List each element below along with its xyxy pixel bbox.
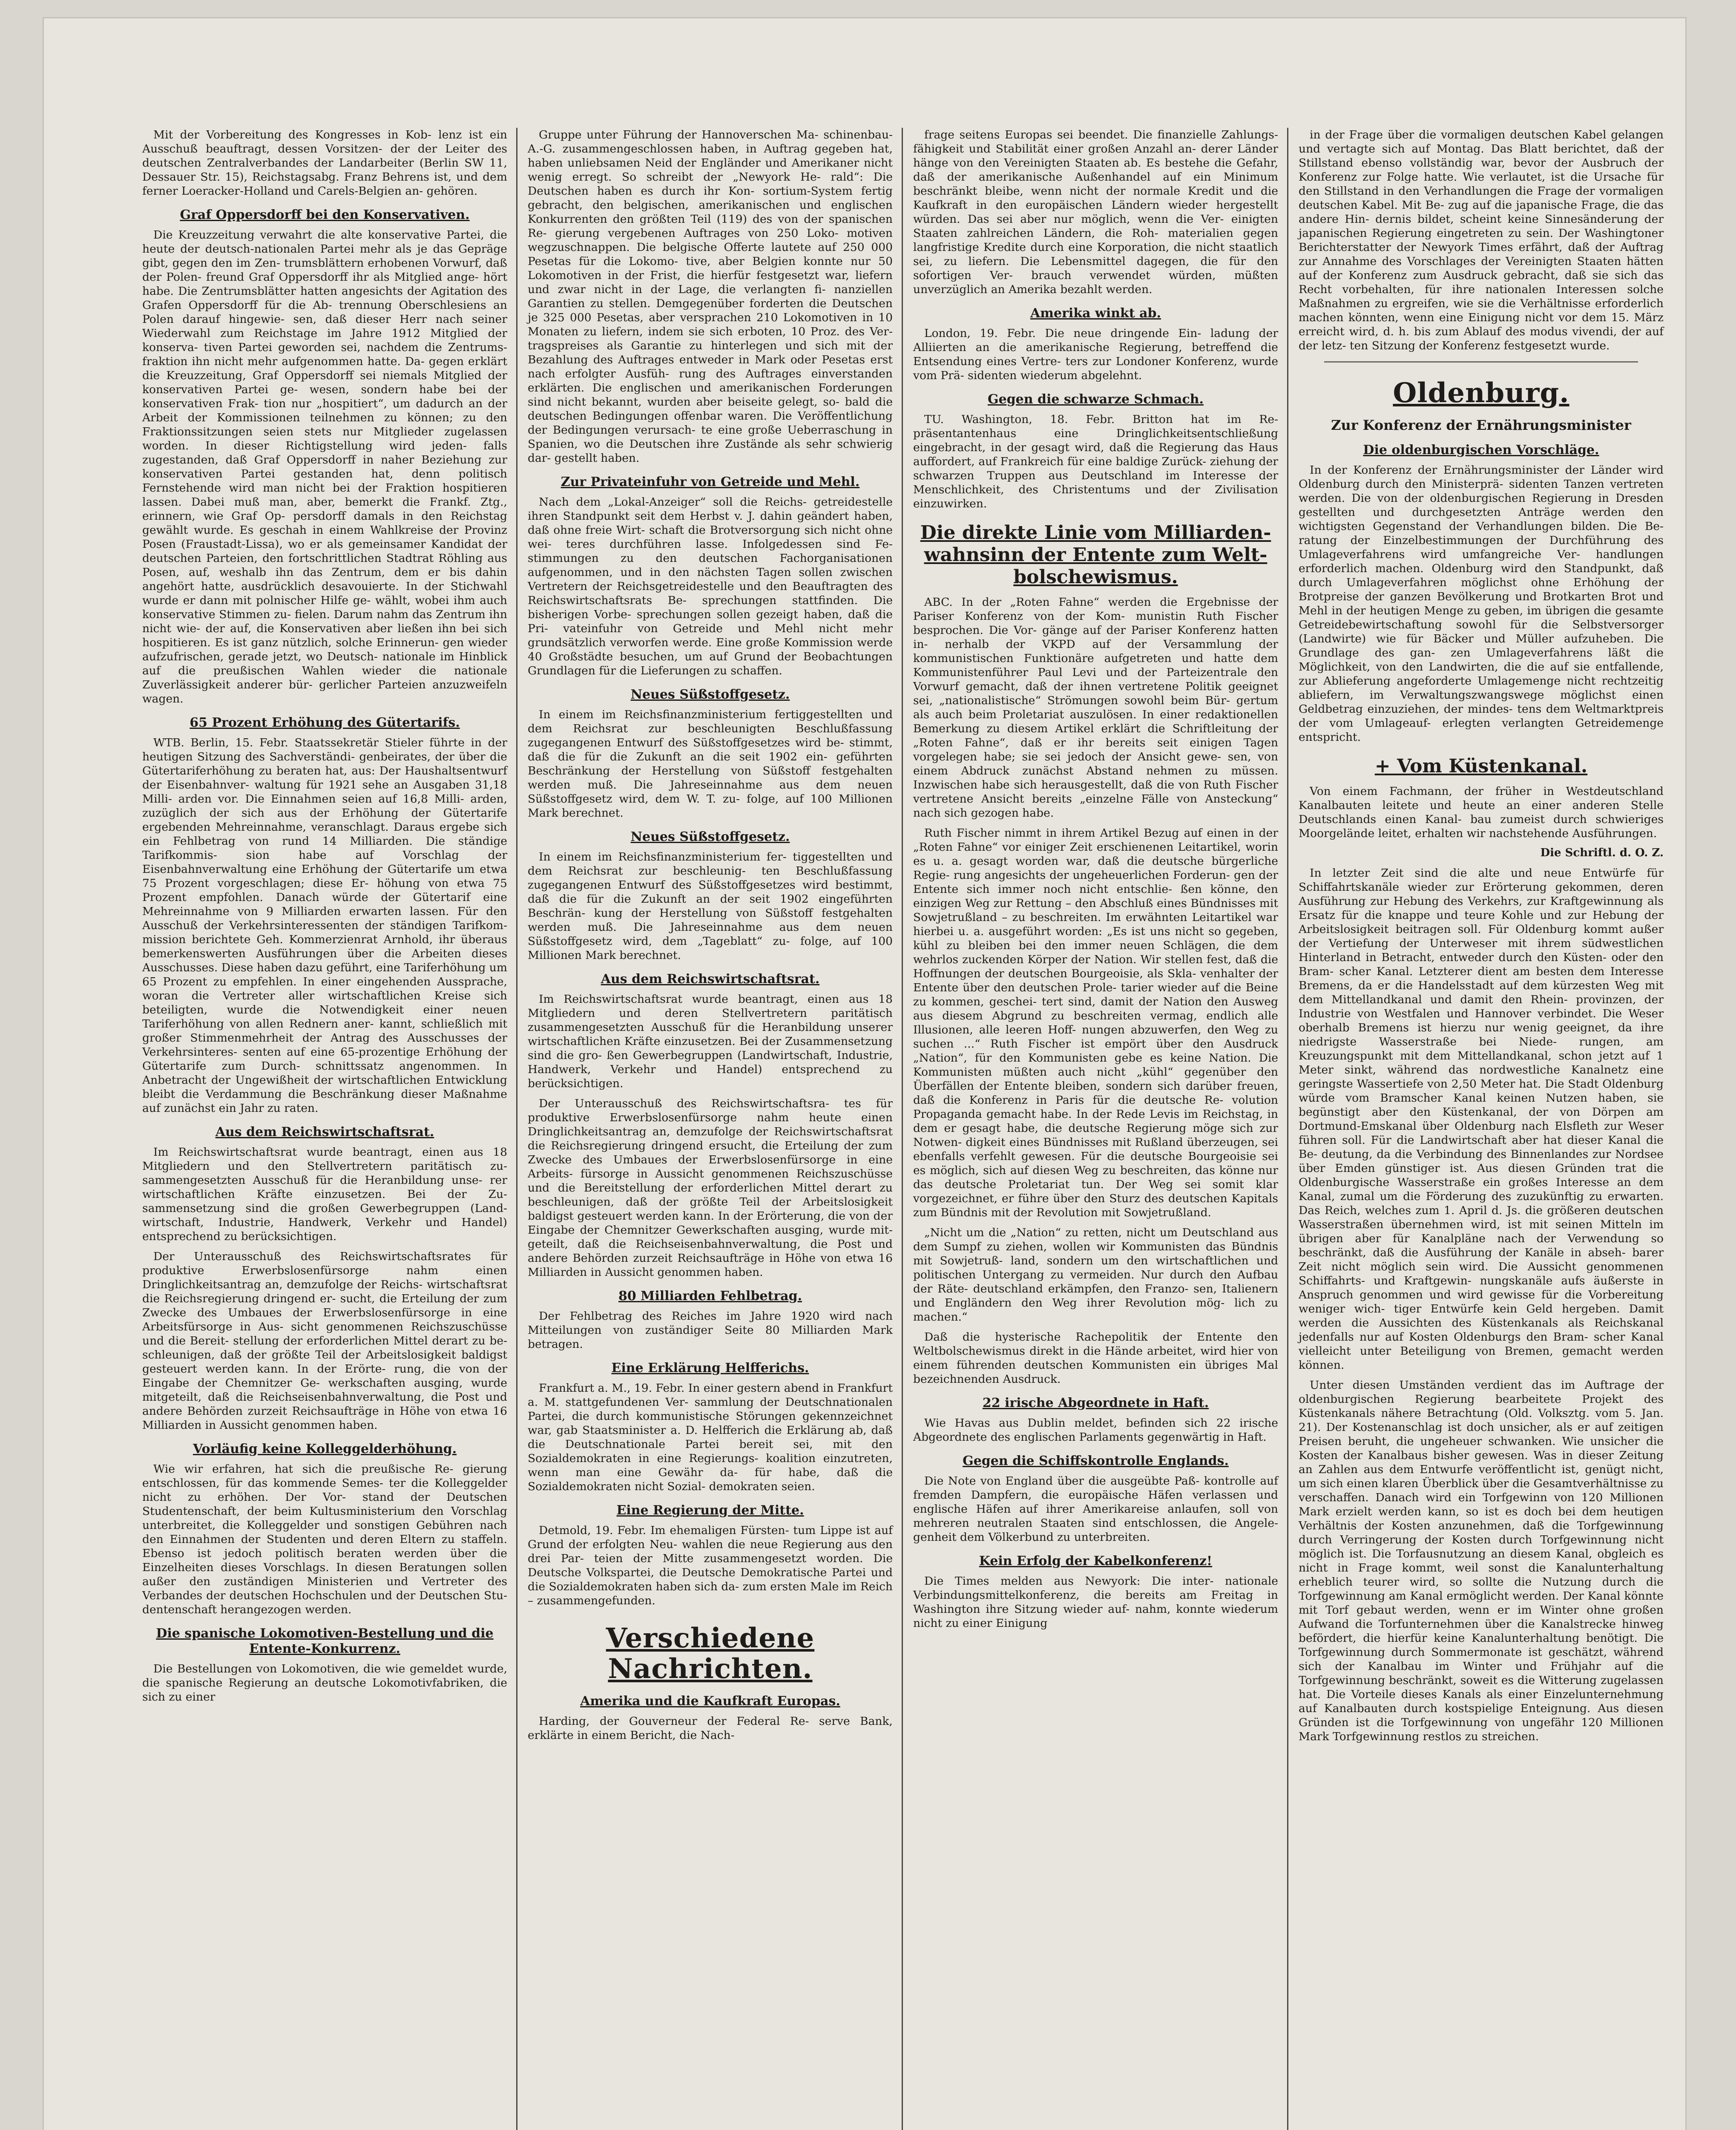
article-headline: Eine Erklärung Helfferichs. bbox=[611, 1361, 809, 1376]
paragraph: Die Note von England über die ausgeübte Paß- kontrolle auf fremden Dampfern, die europäische Häfen verlassen und englische Häfen auf ihrer Amerikareise anlaufen, soll von mehreren neutralen Staaten sind entschlossen, die Angele- genheit dem Völkerbund zu unterbreiten. bbox=[913, 1474, 1278, 1544]
paragraph: Von einem Fachmann, der früher in Westdeutschland Kanalbauten leitete und heute an einer anderen Stelle Deutschlands einen Kanal- bau zumeist durch schwieriges Moorgelände leitet, erhalten wir nachstehende Ausführungen. bbox=[1299, 785, 1664, 840]
paragraph: ABC. In der „Roten Fahne“ werden die Ergebnisse der Pariser Konferenz von der Kom- munistin Ruth Fischer besprochen. Die Vor- gänge auf der Pariser Konferenz hatten in- nerhalb der VKPD auf der Versammlung der kommunistischen Funktionäre aufgetreten und hatte dem Kommunistenführer Paul Levi und der Parteizentrale den Vorwurf gemacht, daß der ihnen vertretene Politik geeignet sei, „nationalistische“ Strömungen sowohl beim Bür- gertum als auch beim Proletariat auszulösen. In einer redaktionellen Bemerkung zu diesem Artikel erklärt die Schriftleitung der „Roten Fahne“, daß er ihr bereits seit einigen Tagen vorgelegen habe; sie sei jedoch der Ansicht gewe- sen, von einem Abdruck zunächst Abstand nehmen zu müssen. Inzwischen habe sich herausgestellt, daß die von Ruth Fischer vertretene Ansicht bereits „einzelne Fälle von Ansteckung“ nach sich gezogen habe. bbox=[913, 596, 1278, 820]
columns-container bbox=[132, 128, 1674, 2130]
paragraph: In der Konferenz der Ernährungsminister der Länder wird Oldenburg durch den Ministerprä- sidenten Tanzen vertreten werden. Die von der oldenburgischen Regierung in Dresden gestellten und durchgesetzten Anträge werden den wichtigsten Gegenstand der Verhandlungen bilden. Die Be- ratung der Einzelbestimmungen der Durchführung des Umlageverfahrens wird umfangreiche Ver- handlungen erforderlich machen. Oldenburg wird den Standpunkt, daß durch Umlageverfahren möglichst ohne Erhöhung der Brotpreise der ganzen Bevölkerung und Brotkarten Brot und Mehl in der heutigen Menge zu geben, im übrigen die gesamte Getreidebewirtschaftung sowohl für die Selbstversorger (Landwirte) wie für Bäcker und Müller aufzuheben. Die Grundlage des gan- zen Umlageverfahrens läßt die Möglichkeit, von den Landwirten, die die auf sie entfallende, zur Ablieferung angeforderte Umlagemenge nicht rechtzeitig abliefern, im Verwaltungszwangswege möglichst einen Geldbetrag einzuziehen, der mindes- tens dem Weltmarktpreis der vom Umlageauf- erlegten verlangten Getreidemenge entspricht. bbox=[1299, 463, 1664, 744]
paragraph: Im Reichswirtschaftsrat wurde beantragt, einen aus 18 Mitgliedern und den Stellvertretern paritätisch zu- sammengesetzten Ausschuß für die Heranbildung unse- rer wirtschaftlichen Kräfte einzusetzen. Bei der Zu- sammensetzung sind die großen Gewerbegruppen (Land- wirtschaft, Industrie, Handwerk, Verkehr und Handel) entsprechend zu berücksichtigen. bbox=[142, 1146, 507, 1243]
article-headline: Graf Oppersdorff bei den Konservativen. bbox=[180, 207, 470, 222]
paragraph: „Nicht um die „Nation“ zu retten, nicht um Deutschland aus dem Sumpf zu ziehen, wollen wir Kommunisten das Bündnis mit Sowjetruß- land, sondern um den wirtschaftlichen und politischen Untergang zu vermeiden. Nur durch den Aufbau der Räte- deutschland erkämpfen, den Franzo- sen, Italienern und Engländern den Weg ihrer Revolution mög- lich zu machen.“ bbox=[913, 1226, 1278, 1324]
article-headline: 80 Milliarden Fehlbetrag. bbox=[618, 1289, 802, 1304]
paragraph: Die Bestellungen von Lokomotiven, die wie gemeldet wurde, die spanische Regierung an deutsche Lokomotivfabriken, die sich zu einer bbox=[142, 1662, 507, 1704]
paragraph: Gruppe unter Führung der Hannoverschen Ma- schinenbau-A.-G. zusammengeschlossen haben, in Auftrag gegeben hat, haben unliebsamen Neid der Engländer und Amerikaner nicht wenig erregt. So schreibt der „Newyork He- rald“: Die Deutschen haben es durch ihr Kon- sortium-System fertig gebracht, den belgischen, amerikanischen und englischen Konkurrenten den größten Teil (119) des von der spanischen Re- gierung vergebenen Auftrages von 250 Loko- motiven wegzuschnappen. Die belgische Offerte lautete auf 250 000 Pesetas für die Lokomo- tive, aber Belgien konnte nur 50 Lokomotiven in der Frist, die hierfür festgesetzt war, liefern und zwar nicht in der Lage, die verlangten fi- nanziellen Garantien zu stellen. Demgegenüber forderten die Deutschen je 325 000 Pesetas, aber versprachen 210 Lokomotiven in 10 Monaten zu liefern, indem sie sich erboten, 10 Proz. des Ver- tragspreises als Garantie zu hinterlegen und sich mit der Bezahlung des Auftrages entweder in Mark oder Pesetas erst nach erfolgter Ausfüh- rung des Auftrages einverstanden erklärten. Die englischen und amerikanischen Forderungen sind nicht bekannt, wurden aber beiseite gelegt, so- bald die deutschen Bedingungen offenbar waren. Die Veröffentlichung der Bedingungen verursach- te eine große Ueberraschung in Spanien, wo die Deutschen ihre Zustände als sehr schwierig dar- gestellt haben. bbox=[528, 128, 893, 465]
paragraph: Im Reichswirtschaftsrat wurde beantragt, einen aus 18 Mitgliedern und deren Stellvertretern paritätisch zusammengesetzten Ausschuß für die Heranbildung unserer wirtschaftlichen Kräfte einzusetzen. Bei der Zusammensetzung sind die gro- ßen Gewerbegruppen (Landwirtschaft, Industrie, Handwerk, Verkehr und Handel) entsprechend zu berücksichtigen. bbox=[528, 993, 893, 1090]
paragraph: in der Frage über die vormaligen deutschen Kabel gelangen und vertagte sich auf Montag. Das Blatt berichtet, daß der Stillstand ebenso vollständig war, bevor der Ausbruch der Konferenz zur Folge hatte. Wie verlautet, ist die Ursache für den Stillstand in den Verhandlungen die Frage der vormaligen deutschen Kabel. Mit Be- zug auf die japanische Frage, die das andere Hin- dernis bildet, scheint keine Sinnesänderung der japanischen Regierung eingetreten zu sein. Der Washingtoner Berichterstatter der Newyork Times erfährt, daß der Auftrag zur Annahme des Vorschlages der Vereinigten Staaten hätten auf der Konferenz zum Ausdruck gebracht, daß sie sich das Recht vorbehalten, für ihre nationalen Interessen solche Maßnahmen zu ergreifen, wie sie die Verhältnisse erforderlich machen könnten, wenn eine Einigung nicht vor dem 15. März erreicht wird, d. h. bis zum Ablauf des modus vivendi, der auf der letz- ten Sitzung der Konferenz festgesetzt wurde. bbox=[1299, 128, 1664, 352]
paragraph: Mit der Vorbereitung des Kongresses in Kob- lenz ist ein Ausschuß beauftragt, dessen Vorsitzen- der der Leiter des deutschen Zentralverbandes der Landarbeiter (Berlin SW 11, Dessauer Str. 15), Reichstagsabg. Franz Behrens ist, und dem ferner Loeracker-Holland und Carels-Belgien an- gehören. bbox=[142, 128, 507, 198]
sub-heading: Zur Konferenz der Ernährungsminister bbox=[1331, 417, 1631, 433]
article-headline: Neues Süßstoffgesetz. bbox=[630, 829, 790, 844]
section-divider bbox=[1324, 361, 1638, 363]
paragraph: In einem im Reichsfinanzministerium fertiggestellten und dem Reichsrat zur beschleunigten Beschlußfassung zugegangenen Entwurf des Süßstoffgesetzes wird be- stimmt, daß die für die Zukunft an die seit 1902 ein- geführten Beschränkung der Herstellung von Süßstoff festgehalten werden muß. Die Jahreseinnahme aus dem neuen Süßstoffgesetz wird, dem W. T. zu- folge, auf 100 Millionen Mark berechnet. bbox=[528, 708, 893, 820]
paragraph: Der Unterausschuß des Reichswirtschaftsra- tes für produktive Erwerbslosenfürsorge nahm heute einen Dringlichkeitsantrag an, demzufolge der Reichswirtschaftsrat die Reichsregierung dringend ersucht, die Erteilung der zum Zwecke des Umbaues der Erwerbslosenfürsorge in eine Arbeits- fürsorge in Aussicht genommenen Reichszuschüsse und die Bereitstellung der erforderlichen Mittel derart zu beschleunigen, daß der größte Teil der Arbeitslosigkeit baldigst gesteuert werden kann. In der Erörterung, die von der Eingabe der Chemnitzer Gewerkschaften ausging, wurde mit- geteilt, daß die Reichseisenbahnverwaltung, die Post und andere Behörden zurzeit Reichsaufträge in Höhe von etwa 16 Milliarden in Aussicht genommen haben. bbox=[528, 1097, 893, 1279]
article-headline: Amerika winkt ab. bbox=[1030, 306, 1161, 321]
paragraph: frage seitens Europas sei beendet. Die finanzielle Zahlungs- fähigkeit und Stabilität einer großen Anzahl an- derer Länder hänge von den Vereinigten Staaten ab. Es bestehe die Gefahr, daß der amerikanische Außenhandel auf ein Minimum beschränkt bleibe, wenn nicht der normale Kredit und die Kaufkraft in den europäischen Ländern wieder hergestellt würden. Das sei aber nur möglich, wenn die Ver- einigten Staaten zahlreichen Ländern, die Roh- materialien gegen langfristige Kredite durch eine Korporation, die nicht staatlich sei, zu liefern. Die Lebensmittel dagegen, die für den sofortigen Ver- brauch verwendet würden, müßten unverzüglich an Amerika bezahlt werden. bbox=[913, 128, 1278, 296]
section-heading: Verschiedene Nachrichten. bbox=[606, 1622, 815, 1685]
paragraph: Frankfurt a. M., 19. Febr. In einer gestern abend in Frankfurt a. M. stattgefundenen Ver- sammlung der Deutschnationalen Partei, die durch kommunistische Störungen gekennzeichnet war, gab Staatsminister a. D. Helfferich die Erklärung ab, daß die Deutschnationale Partei bereit sei, mit den Sozialdemokraten in eine Regierungs- koalition einzutreten, wenn man eine Gewähr da- für habe, daß die Sozialdemokraten nicht Sozial- demokraten seien. bbox=[528, 1382, 893, 1493]
article-headline: Aus dem Reichswirtschaftsrat. bbox=[601, 972, 820, 987]
paragraph: In einem im Reichsfinanzministerium fer- tiggestellten und dem Reichsrat zur beschleunig- ten Beschlußfassung zugegangenen Entwurf des Süßstoffgesetzes wird bestimmt, daß die für die Zukunft an der seit 1902 eingeführten Beschrän- kung der Herstellung von Süßstoff festgehalten werden muß. Die Jahreseinnahme aus dem neuen Süßstoffgesetz wird, dem „Tageblatt“ zu- folge, auf 100 Millionen Mark berechnet. bbox=[528, 850, 893, 962]
signature: Die Schriftl. d. O. Z. bbox=[1540, 846, 1664, 859]
paragraph: Harding, der Gouverneur der Federal Re- serve Bank, erklärte in einem Bericht, die Nach- bbox=[528, 1715, 893, 1742]
column-4 bbox=[1288, 128, 1674, 2130]
paragraph: Nach dem „Lokal-Anzeiger“ soll die Reichs- getreidestelle ihren Standpunkt seit dem Herbst v. J. dahin geändert haben, daß ohne freie Wirt- schaft die Brotversorgung sich nicht ohne wei- teres durchführen lasse. Infolgedessen sind Fe- stimmungen zu den deutschen Fachorganisationen aufgenommen, und in den nächsten Tagen sollen zwischen Vertretern der Reichsgetreidestelle und den Beauftragten des Reichswirtschaftsrats Be- sprechungen stattfinden. Die bisherigen Vorbe- sprechungen sollen gezeigt haben, daß die Pri- vateinfuhr von Getreide und Mehl nicht mehr grundsätzlich verworfen werde. Eine große Kommission werde 40 Großstädte besuchen, um auf Grund der Beobachtungen Grundlagen für die Lieferungen zu schaffen. bbox=[528, 495, 893, 677]
paragraph: Daß die hysterische Rachepolitik der Entente den Weltbolschewismus direkt in die Hände arbeitet, wird hier von einem führenden deutschen Kommunisten ein übriges Mal bezeichnenden Ausdruck. bbox=[913, 1330, 1278, 1386]
paragraph: Der Fehlbetrag des Reiches im Jahre 1920 wird nach Mitteilungen von zuständiger Seite 80 Milliarden Mark betragen. bbox=[528, 1310, 893, 1351]
paragraph: Unter diesen Umständen verdient das im Auftrage der oldenburgischen Regierung bearbeitete Projekt des Küstenkanals nähere Betrachtung (Old. Volksztg. vom 5. Jan. 21). Der Kostenanschlag ist doch unsicher, als er auf zeitigen Preisen beruht, die ungeheuer schwanken. Wie unsicher die Kosten der Kanalbaus bisher gewesen. Was in dieser Zeitung an Zahlen aus dem Entwurfe veröffentlicht ist, genügt nicht, um sich einen klaren Überblick über die Gesamtverhältnisse zu verschaffen. Danach wird ein Torfgewinn von 120 Millionen Mark erzielt werden kann, so ist es doch bei dem heutigen Verhältnis der Kosten anzunehmen, daß die Torfgewinnung durch Verringerung der Kosten durch Torfgewinnung nicht möglich ist. Die Torfausnutzung an diesem Kanal, obgleich es nicht in Frage kommt, weil sonst die Kanalunterhaltung erheblich teurer wird, so sollte die Nutzung durch die Torfgewinnung am Kanal ermöglicht werden. Der Kanal könnte mit Torf gebaut werden, wenn er im Winter ohne großen Aufwand die Torfunternehmen über die Kanalstrecke hinweg befördert, die hierfür keine Kanalunterhaltung benötigt. Die Torfgewinnung durch Sommermonate ist geschätzt, während sich der Kanalbau im Winter und Frühjahr auf die Torfgewinnung beschränkt, soweit es die Witterung zugelassen hat. Die Vorteile dieses Kanals als einer Einzelunternehmung auf Kanalbauten durch kostspielige Enteignung. Aus diesen Gründen ist die Torfgewinnung von ungefähr 120 Millionen Mark Torfgewinnung restlos zu streichen. bbox=[1299, 1379, 1664, 1743]
paragraph: WTB. Berlin, 15. Febr. Staatssekretär Stieler führte in der heutigen Sitzung des Sachverständi- genbeirates, der über die Gütertariferhöhung zu beraten hat, aus: Der Haushaltsentwurf der Eisenbahnver- waltung für 1921 sehe an Ausgaben 31,18 Milli- arden vor. Die Einnahmen seien auf 16,8 Milli- arden, zuzüglich der sich aus der Erhöhung der Gütertarife ergebenden Mehreinnahme, veranschlagt. Daraus ergebe sich ein Fehlbetrag von rund 14 Milliarden. Die ständige Tarifkommis- sion habe auf Vorschlag der Eisenbahnverwaltung eine Erhöhung der Gütertarife um etwa 75 Prozent vorgeschlagen; diese Er- höhung von etwa 75 Prozent empfohlen. Danach würde der Gütertarif eine Mehreinnahme von 9 Milliarden erwarten lassen. Für den Ausschuß der Verkehrsinteressenten der ständigen Tarifkom- mission berichtete Geh. Kommerzienrat Arnhold, ihr überaus bemerkenswerten Ausführungen über die Arbeiten dieses Ausschusses. Diese haben dazu geführt, eine Tariferhöhung um 65 Prozent zu empfehlen. In einer eingehenden Aussprache, woran die Vertreter aller wirtschaftlichen Kreise sich beteiligten, wurde die Notwendigkeit einer neuen Tariferhöhung von allen Rednern aner- kannt, schließlich mit großer Stimmenmehrheit der Antrag des Ausschusses der Verkehrsinteres- senten auf eine 65-prozentige Erhöhung der Gütertarife zum Durch- schnittssatz angenommen. In Anbetracht der Ungewißheit der wirtschaftlichen Entwicklung bleibt die Verdammung die Beschränkung dieser Maßnahme auf zunächst ein Jahr zu raten. bbox=[142, 736, 507, 1115]
article-headline: 22 irische Abgeordnete in Haft. bbox=[982, 1396, 1209, 1410]
article-headline: Die spanische Lokomotiven-Bestellung und die Entente-Konkurrenz. bbox=[156, 1626, 494, 1656]
paragraph: Wie Havas aus Dublin meldet, befinden sich 22 irische Abgeordnete des englischen Parlaments gegenwärtig in Haft. bbox=[913, 1416, 1278, 1444]
column-1 bbox=[132, 128, 517, 2130]
article-headline: Zur Privateinfuhr von Getreide und Mehl. bbox=[560, 475, 860, 489]
article-headline: 65 Prozent Erhöhung des Gütertarifs. bbox=[190, 715, 460, 730]
column-3 bbox=[903, 128, 1288, 2130]
article-headline: Amerika und die Kaufkraft Europas. bbox=[580, 1694, 840, 1709]
article-headline: Neues Süßstoffgesetz. bbox=[630, 687, 790, 702]
paragraph: Die Times melden aus Newyork: Die inter- nationale Verbindungsmittelkonferenz, die bereits am Freitag in Washington ihre Sitzung wieder auf- nahm, konnte wiederum nicht zu einer Einigung bbox=[913, 1574, 1278, 1630]
article-headline: Die oldenburgischen Vorschläge. bbox=[1363, 443, 1599, 458]
paragraph: Der Unterausschuß des Reichswirtschaftsrates für produktive Erwerbslosenfürsorge nahm einen Dringlichkeitsantrag an, demzufolge der Reichs- wirtschaftsrat die Reichsregierung dringend er- sucht, die Erteilung der zum Zwecke des Umbaues der Erwerbslosenfürsorge in eine Arbeitsfürsorge in Aus- sicht genommenen Reichszuschüsse und die Bereit- stellung der erforderlichen Mittel derart zu be- schleunigen, daß der größte Teil der Arbeitslosigkeit baldigst gesteuert werden kann. In der Erörte- rung, die von der Eingabe der Chemnitzer Ge- werkschaften ausging, wurde mitgeteilt, daß die Reichseisenbahnverwaltung, die Post und andere Behörden zurzeit Reichsaufträge in Höhe von etwa 16 Milliarden in Aussicht genommen haben. bbox=[142, 1250, 507, 1432]
major-headline: Die direkte Linie vom Milliarden- wahnsinn der Entente zum Welt- bolschewismus. bbox=[920, 522, 1271, 588]
column-2 bbox=[517, 128, 903, 2130]
article-headline: Eine Regierung der Mitte. bbox=[616, 1503, 804, 1518]
paragraph: Detmold, 19. Febr. Im ehemaligen Fürsten- tum Lippe ist auf Grund der erfolgten Neu- wahlen die neue Regierung aus den drei Par- teien der Mitte zusammengesetzt worden. Die Deutsche Volkspartei, die Deutsche Demokratische Partei und die Sozialdemokraten haben sich da- zum ersten Male im Reich – zusammengefunden. bbox=[528, 1524, 893, 1607]
paragraph: In letzter Zeit sind die alte und neue Entwürfe für Schiffahrtskanäle wieder zur Erörterung gekommen, deren Ausführung zur Hebung des Verkehrs, zur Kraftgewinnung als Ersatz für die knappe und teure Kohle und zur Hebung der Arbeitslosigkeit beitragen soll. Für Oldenburg kommt außer der Vertiefung der Unterweser mit ihrem südwestlichen Hinterland in Betracht, entweder durch den Küsten- oder den Bram- scher Kanal. Letzterer dient am besten dem Interesse Bremens, da er die Handelsstadt auf dem kürzesten Weg mit dem Mittellandkanal und damit den Rhein- provinzen, der Industrie von Westfalen und Hannover verbindet. Die Weser oberhalb Bremens ist hierzu nur wenig geeignet, da ihre niedrigste Wasserstraße bei Niede- rungen, am Kreuzungspunkt mit dem Mittellandkanal, schon jetzt auf 1 Meter sinkt, während das nordwestliche Kanalnetz eine geringste Wassertiefe von 2,50 Meter hat. Die Stadt Oldenburg würde vom Bramscher Kanal keinen Nutzen haben, sie begünstigt aber den Küstenkanal, der von Dörpen am Dortmund-Emskanal über Oldenburg nach Elsfleth zur Weser führen soll. Für die Landwirtschaft aber hat dieser Kanal die Be- deutung, da die Verbindung des Binnenlandes zur Nordsee über Emden günstiger ist. Aus diesen Gründen trat die Oldenburgische Wasserstraße ein großes Interesse an dem Kanal, zumal um die Förderung des zuzukünftig zu erwarten. Das Reich, welches zum 1. April d. Js. die größeren deutschen Wasserstraßen übernehmen wird, ist mit seinen Mitteln im übrigen aber für Kanalpläne nach der Verwendung so beschränkt, daß die Ausführung der Kanäle in abseh- barer Zeit nicht möglich sein wird. Die Aussicht genommenen Schiffahrts- und Kraftgewin- nungskanäle aufs äußerste in Anspruch genommen und wird gewisse für die Vorbereitung weniger wich- tiger Entwürfe kein Geld hergeben. Damit werden die Aussichten des Küstenkanals als Reichskanal jedenfalls nur auf Kosten Oldenburgs den Bram- scher Kanal vielleicht unter Beteiligung von Bremen, gemacht werden können. bbox=[1299, 866, 1664, 1372]
article-headline: Gegen die schwarze Schmach. bbox=[988, 392, 1204, 407]
article-headline: Gegen die Schiffskontrolle Englands. bbox=[963, 1454, 1229, 1468]
article-headline: Aus dem Reichswirtschaftsrat. bbox=[215, 1125, 434, 1140]
article-headline: Kein Erfolg der Kabelkonferenz! bbox=[979, 1554, 1213, 1569]
paragraph: London, 19. Febr. Die neue dringende Ein- ladung der Alliierten an die amerikanische Regierung, betreffend die Entsendung eines Vertre- ters zur Londoner Konferenz, wurde vom Prä- sidenten wiederum abgelehnt. bbox=[913, 327, 1278, 382]
paragraph: Die Kreuzzeitung verwahrt die alte konservative Partei, die heute der deutsch-nationalen Partei mehr als je das Gepräge gibt, gegen den im Zen- trumsblättern erhobenen Vorwurf, daß der Polen- freund Graf Oppersdorff ihr als Mitglied ange- hört habe. Die Zentrumsblätter hatten angesichts der Agitation des Grafen Oppersdorff für die Ab- trennung Oberschlesiens an Polen darauf hingewie- sen, daß dieser Herr nach seiner Wiederwahl zum Reichstage im Jahre 1912 Mitglied der konserva- tiven Partei geworden sei, nachdem die Zentrums- fraktion ihn nicht mehr aufgenommen hatte. Da- gegen erklärt die Kreuzzeitung, Graf Oppersdorff sei niemals Mitglied der konservativen Partei ge- wesen, sondern habe bei der konservativen Frak- tion nur „hospitiert“, um dadurch an der Arbeit der Kommissionen teilnehmen zu können; zu den Fraktionssitzungen seien stets nur Mitglieder zugelassen worden. In dieser Richtigstellung wird jeden- falls zugestanden, daß Graf Oppersdorff in naher Beziehung zur konservativen Partei gestanden hat, denn politisch Fernstehende wird man nicht bei der Fraktion hospitieren lassen. Dabei muß man, aber, bemerkt die Frankf. Ztg., erinnern, wie Graf Op- persdorff damals in den Reichstag gewählt wurde. Es geschah in einem Wahlkreise der Provinz Posen (Fraustadt-Lissa), wo er als gemeinsamer Kandidat der deutschen Parteien, den fortschrittlichen Stadtrat Röhling aus Posen, auf, weshalb ihn das Zentrum, dem er bis dahin angehört hatte, ausdrücklich desavouierte. In der Stichwahl wurde er dann mit polnischer Hilfe ge- wählt, wobei ihm auch konservative Stimmen zu- fielen. Darum nahm das Zentrum ihn nicht wie- der auf, die Konservativen aber ließen ihn bei sich hospitieren. Es ist ganz nützlich, solche Erinnerun- gen wieder aufzufrischen, gerade jetzt, wo Deutsch- nationale im Hinblick auf die preußischen Wahlen wieder die nationale Zuverlässigkeit anderer bür- gerlicher Parteien anzuzweifeln wagen. bbox=[142, 228, 507, 705]
paragraph: Ruth Fischer nimmt in ihrem Artikel Bezug auf einen in der „Roten Fahne“ vor einiger Zeit erschienenen Leitartikel, worin es u. a. gesagt worden war, daß die deutsche bürgerliche Regie- rung angesichts der ungeheuerlichen Forderun- gen der Entente sich immer noch nicht entschlie- ßen könne, den einzigen Weg zur Rettung – den Abschluß eines Bündnisses mit Sowjetrußland – zu beschreiten. Im erwähnten Leitartikel war hierbei u. a. ausgeführt worden: „Es ist uns nicht so gegeben, kühl zu bleiben bei den immer neuen Schlägen, die dem wehrlos zuckenden Körper der Nation. Wir stellen fest, daß die Hoffnungen der deutschen Bourgeoisie, als Skla- venhalter der Entente über den deutschen Prole- tarier wieder auf die Beine zu kommen, geschei- tert sind, damit der Nation den Ausweg aus diesem Abgrund zu beschreiten vermag, endlich alle Illusionen, alle leeren Hoff- nungen abzuwerfen, den Weg zu suchen ...“ Ruth Fischer ist empört über den Ausdruck „Nation“, für den Kommunisten gebe es keine Nation. Die Kommunisten müßten auch nicht „kühl“ gegenüber den Überfällen der Entente bleiben, sondern sich darüber freuen, daß die Konferenz in Paris für die deutsche Re- volution Propaganda gemacht habe. In der Rede Levis im Reichstag, in dem er gesagt habe, die deutsche Regierung möge sich zur Notwen- digkeit eines Bündnisses mit Rußland überzeugen, sei ebenfalls verfehlt gewesen. Für die deutsche Bourgeoisie sei es möglich, sich auf diesen Weg zu beschreiten, das könne nur das deutsche Proletariat tun. Der Weg sei somit klar vorgezeichnet, er führe über den Sturz des deutschen Kapitals zum Bündnis mit der Revolution mit Sowjetrußland. bbox=[913, 826, 1278, 1219]
paragraph: TU. Washington, 18. Febr. Britton hat im Re- präsentantenhaus eine Dringlichkeitsentschließung eingebracht, in der gesagt wird, daß die Regierung das Haus auffordert, auf Frankreich für eine baldige Zurück- ziehung der schwarzen Truppen aus Deutschland im Interesse der Menschlichkeit, des Christentums und der Zivilisation einzuwirken. bbox=[913, 413, 1278, 510]
newspaper-page bbox=[43, 17, 1687, 2130]
article-headline: Vorläufig keine Kolleggelderhöhung. bbox=[193, 1442, 457, 1456]
paragraph: Wie wir erfahren, hat sich die preußische Re- gierung entschlossen, für das kommende Semes- ter die Kolleggelder nicht zu erhöhen. Der Vor- stand der Deutschen Studentenschaft, der beim Kultusministerium den Vorschlag unterbreitet, die Kolleggelder und sonstigen Gebühren nach den Einnahmen der Studenten und deren Eltern zu staffeln. Ebenso ist jedoch politisch beraten werden über die Einzelheiten dieses Vorschlags. In diesen Beratungen sollen außer den zuständigen Ministerien und Vertreter des Verbandes der deutschen Hochschulen und der Deutschen Stu- dentenschaft herangezogen werden. bbox=[142, 1462, 507, 1616]
section-heading: Oldenburg. bbox=[1393, 377, 1569, 409]
major-headline: + Vom Küstenkanal. bbox=[1374, 755, 1588, 777]
